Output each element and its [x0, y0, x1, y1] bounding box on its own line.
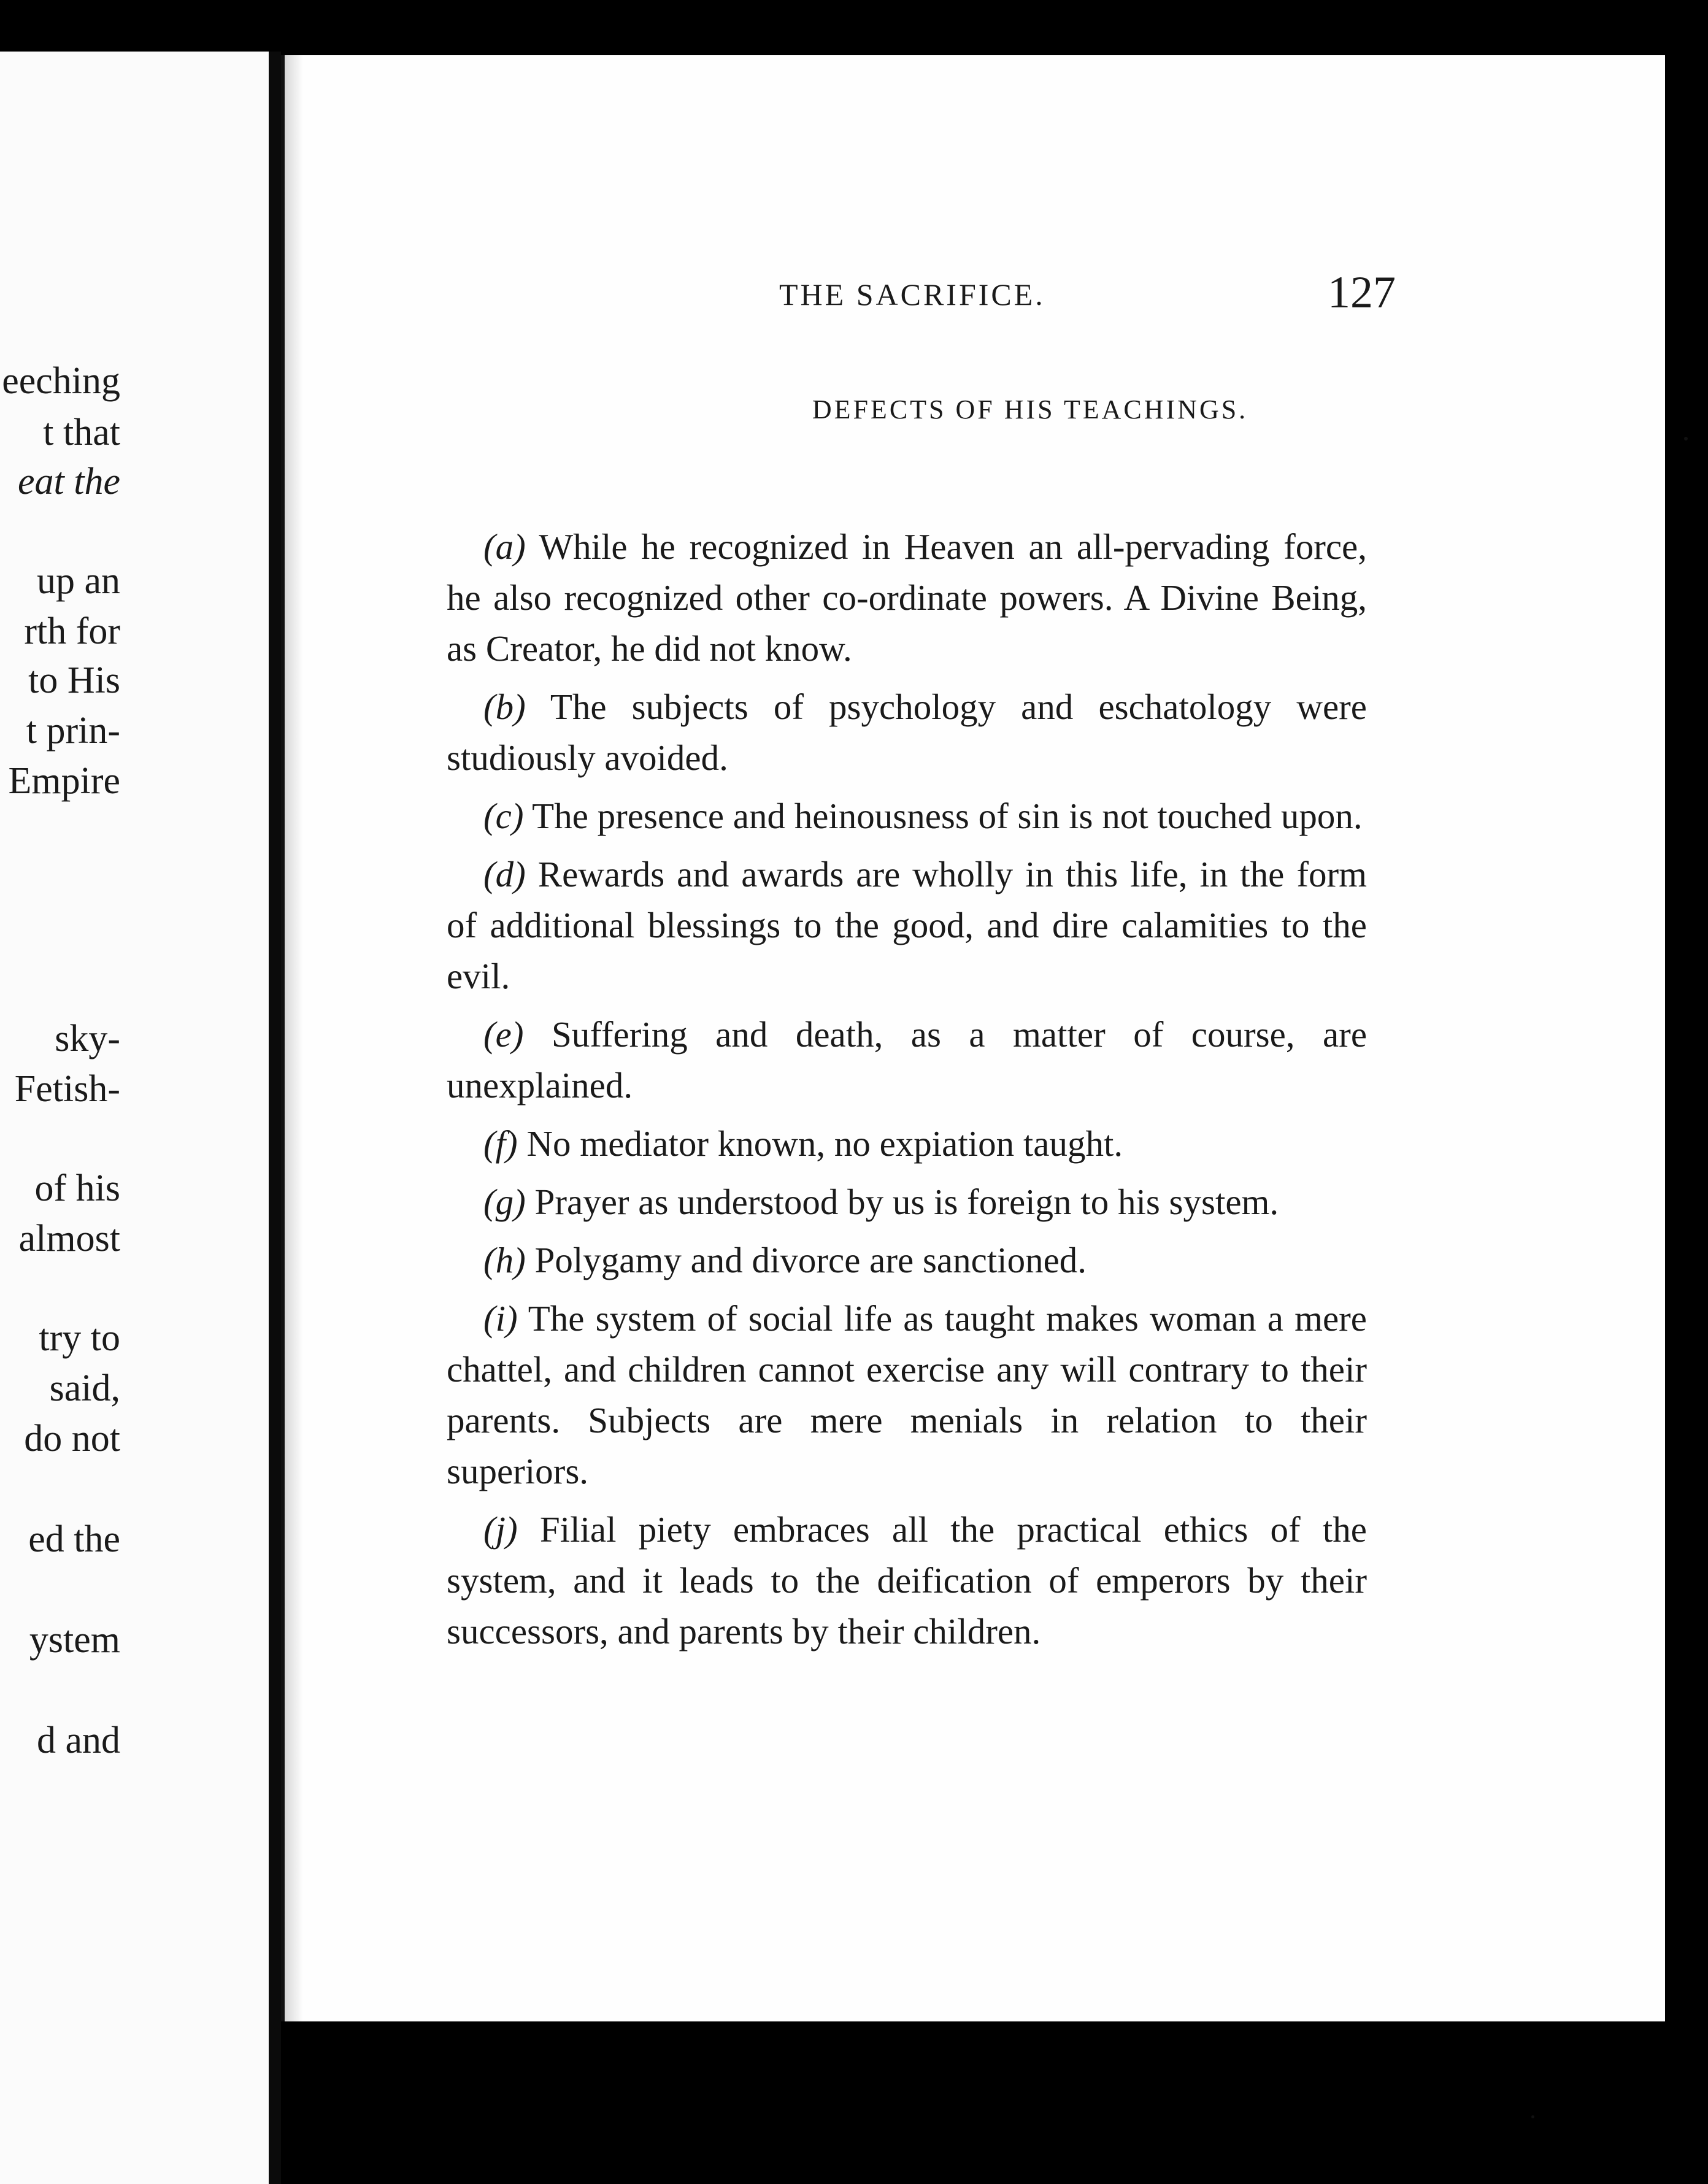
scan-speck — [1531, 2115, 1534, 2118]
item-label: (i) — [483, 1298, 518, 1339]
facing-page-fragment: rth for — [24, 610, 120, 652]
facing-page-fragment: ed the — [28, 1518, 120, 1560]
facing-page-fragment: of his — [34, 1167, 120, 1209]
item-text: Rewards and awards are wholly in this life, in the form of additional blessings to the good, and dire calamities to the evil. — [447, 854, 1368, 996]
scan-speck — [1684, 437, 1688, 440]
list-item — [447, 791, 1367, 842]
item-label: (h) — [483, 1240, 526, 1280]
page-number: 127 — [1328, 267, 1396, 318]
item-text: The subjects of psychology and eschatology were studiously avoided. — [447, 686, 1367, 778]
list-item — [447, 1235, 1367, 1286]
facing-page — [0, 52, 269, 2184]
item-text: Prayer as understood by us is foreign to his system. — [534, 1182, 1279, 1222]
item-label: (c) — [483, 796, 524, 836]
item-text: Filial piety embraces all the practical ethics of the system, and it leads to the deification of emperors by their successors, and parents by their children. — [447, 1509, 1367, 1651]
item-label: (f) — [483, 1123, 518, 1164]
facing-page-fragment: up an — [36, 560, 120, 602]
facing-page-fragment: d and — [36, 1720, 120, 1761]
item-label: (j) — [483, 1509, 518, 1550]
facing-page-fragment: Empire — [8, 760, 120, 802]
list-item — [447, 1118, 1367, 1169]
facing-page-fragment: do not — [24, 1418, 120, 1459]
item-label: (d) — [483, 854, 526, 894]
facing-page-fragment: sky- — [55, 1018, 120, 1059]
list-item — [447, 1293, 1367, 1497]
facing-page-fragment: Fetish- — [14, 1068, 120, 1110]
facing-page-fragment: almost — [18, 1218, 120, 1259]
item-label: (b) — [483, 686, 526, 727]
facing-page-fragment: t that — [43, 412, 120, 453]
facing-page-fragment: to His — [28, 659, 120, 701]
item-text: The presence and heinousness of sin is not touched upon. — [532, 796, 1363, 836]
list-item — [447, 521, 1367, 674]
book-gutter — [269, 52, 281, 2184]
page-curl-shadow — [285, 55, 303, 2021]
facing-page-fragment: eeching — [2, 360, 120, 402]
facing-page-fragment: eat the — [18, 461, 120, 502]
list-item — [447, 1009, 1367, 1111]
item-text: While he recognized in Heaven an all-pervading force, he also recognized other co-ordinate powers. A Divine Being, as Creator, he did not know. — [447, 526, 1367, 669]
item-text: Polygamy and divorce are sanctioned. — [534, 1240, 1087, 1280]
facing-page-fragment: said, — [49, 1367, 120, 1409]
facing-page-fragment: ystem — [29, 1619, 120, 1661]
list-item — [447, 1504, 1367, 1657]
defects-list — [447, 521, 1367, 1664]
book-page — [281, 55, 1665, 2021]
facing-page-fragment: t prin- — [26, 710, 120, 752]
list-item — [447, 1177, 1367, 1228]
list-item — [447, 682, 1367, 783]
item-text: Suffering and death, as a matter of course, are unexplained. — [447, 1014, 1368, 1105]
item-text: The system of social life as taught makes woman a mere chattel, and children cannot exercise any will contrary to their parents. Subjects are mere menials in relation to their superiors. — [447, 1298, 1367, 1491]
running-head — [285, 267, 1665, 322]
item-label: (a) — [483, 526, 526, 567]
item-label: (e) — [483, 1014, 524, 1055]
facing-page-fragment: try to — [39, 1317, 120, 1359]
item-label: (g) — [483, 1182, 526, 1222]
running-title: THE SACRIFICE. — [779, 277, 1045, 312]
section-heading: DEFECTS OF HIS TEACHINGS. — [812, 394, 1248, 425]
list-item — [447, 849, 1367, 1002]
item-text: No mediator known, no expiation taught. — [526, 1123, 1123, 1164]
